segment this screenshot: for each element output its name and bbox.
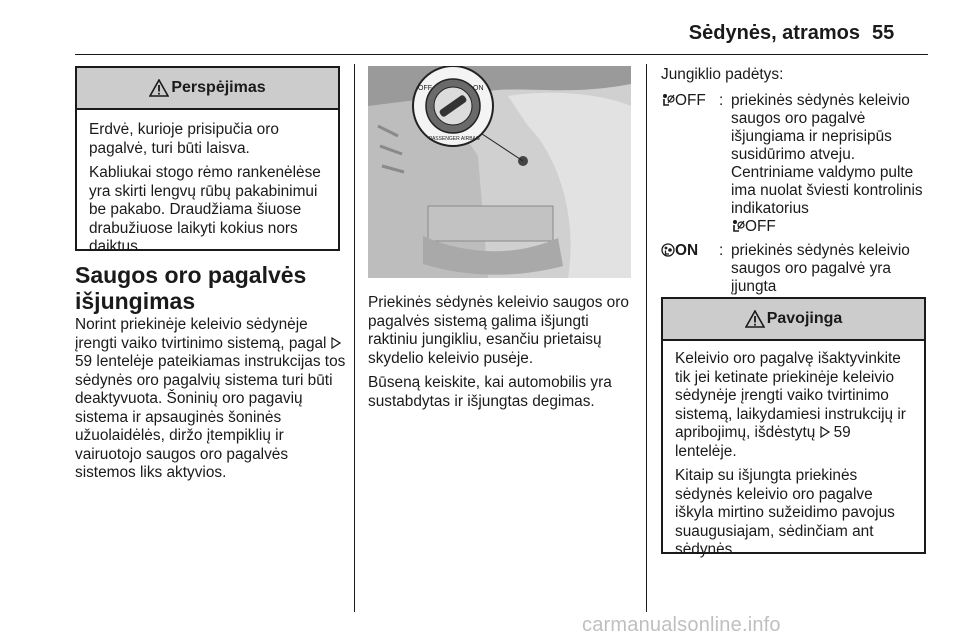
positions-table [661,92,931,302]
warning-paragraph-2: Kabliukai stogo rėmo rankenėlėse yra skirti lengvų rūbų pakabinimui be pakabo. Draudžiama šiuose drabužiuose laikyti kokius nors daiktus. [89,164,321,255]
column-divider-right [646,64,647,612]
page-header-title: Sėdynės, atramos [688,22,860,44]
position-off-key: OFF [675,92,706,109]
danger-paragraph-1-part-2: lentelėje. [675,442,737,460]
airbag-off-indicator-icon [731,219,745,233]
positions-intro: Jungiklio padėtys: [661,66,784,83]
section-body-ref[interactable]: 59 [75,353,93,370]
key-switch-illustration [368,66,631,278]
warning-triangle-icon [149,79,169,97]
warning-box-title: Perspėjimas [171,79,266,96]
page-number: 55 [872,22,895,44]
page-reference-arrow-icon [820,426,830,438]
figure-caption-paragraph-1: Priekinės sėdynės keleivio saugos oro pagalvės sistemą galima išjungti raktiniu jungikliu, esančiu prietaisų skydelio keleivio pusėje. [368,294,629,367]
watermark: carmanualsonline.info [582,614,781,636]
danger-box [661,297,926,558]
section-body [75,316,347,489]
warning-box-header [77,68,338,110]
switch-on-label: ON [473,85,484,92]
airbag-off-icon [661,93,675,107]
switch-off-label: OFF [418,85,432,92]
header-rule [75,54,928,55]
figure-caption-paragraph-2: Būseną keiskite, kai automobilis yra sustabdytas ir išjungtas degimas. [368,374,612,410]
page-reference-arrow-icon [331,337,341,349]
figure-caption [368,294,638,417]
switch-ring-label: PASSENGER AIRBAG [429,136,480,142]
warning-box [75,66,340,255]
section-body-part-1: Norint priekinėje keleivio sėdynėje įrengti vaiko tvirtinimo sistemą, pagal [75,316,327,352]
position-row-on: ON : priekinės sėdynės keleivio saugos oro pagalvė yra įjungta [661,242,931,296]
key-switch-photo [368,66,631,278]
danger-triangle-icon [745,310,765,328]
section-heading: Saugos oro pagalvės išjungimas [75,262,307,314]
danger-paragraph-1-part-1: Keleivio oro pagalvę išaktyvinkite tik jei ketinate priekinėje keleivio sėdynėje įrengti vaiko tvirtinimo sistemą, laikydamiesi instrukcijų ir apribojimų, išdėstytų [675,350,906,441]
danger-paragraph-1-ref[interactable]: 59 [833,424,851,441]
position-off-indicator: OFF [745,218,776,235]
position-on-key: ON [675,242,699,259]
warning-paragraph-1: Erdvė, kurioje prisipučia oro pagalvė, turi būti laisva. [89,121,279,157]
position-on-desc: priekinės sėdynės keleivio saugos oro pagalvė yra įjungta [731,242,910,295]
column-divider-left [354,64,355,612]
danger-box-title: Pavojinga [766,310,843,327]
warning-box-body [77,110,338,257]
danger-box-body [663,341,924,560]
position-row-off: OFF : priekinės sėdynės keleivio saugos oro pagalvė išjungiama ir neprisipūs susidūrimo atveju. Centriniame valdymo pulte ima nuolat šviesti kontrolinis indikatorius OFF [661,92,931,236]
airbag-on-icon [661,243,675,257]
position-off-desc: priekinės sėdynės keleivio saugos oro pagalvė išjungiama ir neprisipūs susidūrimo atveju. Centriniame valdymo pulte ima nuolat šviesti kontrolinis indikatorius [731,92,923,217]
section-body-part-2: lentelėje pateikiamas instrukcijas tos sėdynės oro pagalvių sistema turi būti deaktyvuota. Šoninių oro pagavių sistema ir apsauginės šoninės užuolaidėlės, diržo įtempiklių ir vairuotojo saugos oro pagalvės sistemos liks aktyvios. [75,353,346,481]
danger-paragraph-2: Kitaip su išjungta priekinės sėdynės keleivio oro pagalve iškyla mirtino sužeidimo pavojus suaugusiajam, sėdinčiam ant sėdynės. [675,467,895,558]
danger-box-header [663,299,924,341]
